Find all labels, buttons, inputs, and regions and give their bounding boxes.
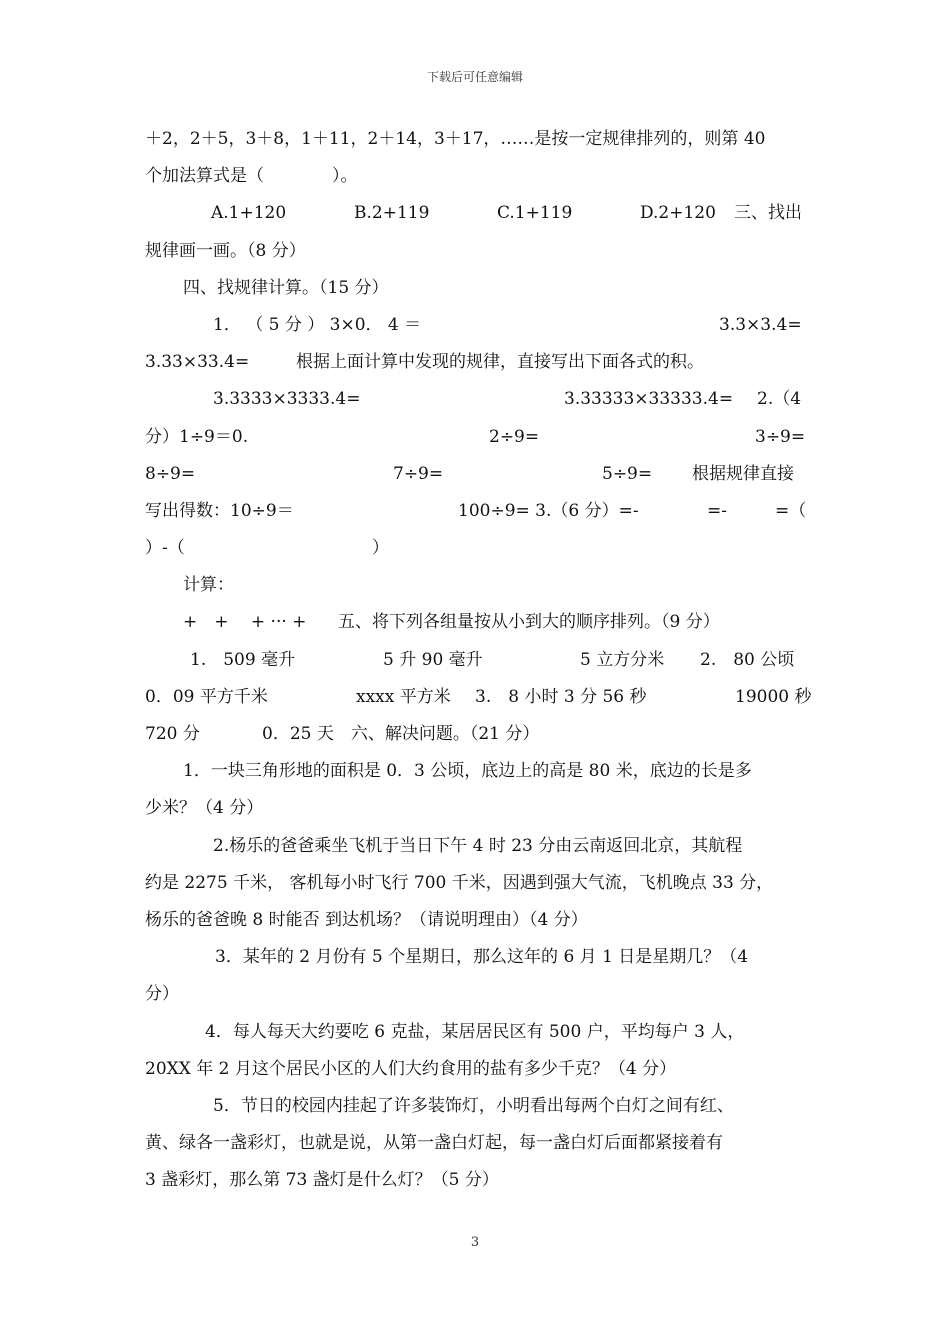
text-segment: 3.3333×3333.4= — [213, 389, 361, 410]
text-segment: 少米？（4 分） — [145, 798, 264, 819]
text-segment: 规律画一画。（8 分） — [145, 240, 306, 261]
text-segment: 4．每人每天大约要吃 6 克盐，某居居民区有 500 户，平均每户 3 人， — [205, 1021, 745, 1042]
text-segment: 3 盏彩灯，那么第 73 盏灯是什么灯？（5 分） — [145, 1170, 499, 1191]
text-segment: D.2+120 — [640, 203, 716, 224]
text-segment: 3.33×33.4= — [145, 352, 250, 373]
text-segment: A.1+120 — [211, 203, 287, 224]
text-segment: 1． （ 5 分 ） 3×0． 4 ＝ — [213, 314, 422, 335]
text-line — [145, 233, 815, 270]
text-line — [145, 1125, 815, 1162]
text-line — [145, 902, 815, 939]
text-segment: C.1+119 — [497, 203, 573, 224]
text-segment: 个加法算式是（ ）。 — [145, 166, 358, 187]
text-segment: 四、找规律计算。（15 分） — [183, 277, 389, 298]
text-line — [145, 1162, 815, 1199]
text-segment: 约是 2275 千米， 客机每小时飞行 700 千米，因遇到强大气流，飞机晚点 33 分， — [145, 872, 774, 893]
text-segment: 100÷9= 3.（6 分）=- — [458, 500, 639, 521]
text-line — [145, 307, 815, 344]
text-segment: 1．一块三角形地的面积是 0．3 公顷，底边上的高是 80 米，底边的长是多 — [183, 761, 752, 782]
text-line — [145, 865, 815, 902]
text-segment: 3.3×3.4= — [719, 314, 802, 335]
text-segment: 2.杨乐的爸爸乘坐飞机于当日下午 4 时 23 分由云南返回北京，其航程 — [213, 835, 743, 856]
document-body — [145, 121, 815, 1199]
text-segment: 黄、绿各一盏彩灯，也就是说，从第一盏白灯起，每一盏白灯后面都紧接着有 — [145, 1133, 723, 1154]
text-segment: 3.33333×33333.4= — [564, 389, 734, 410]
text-segment: 3. 8 小时 3 分 56 秒 — [475, 686, 647, 707]
text-segment: 3．某年的 2 月份有 5 个星期日，那么这年的 6 月 1 日是星期几？（4 — [215, 947, 749, 968]
text-segment: 五、将下列各组量按从小到大的顺序排列。（9 分） — [338, 612, 720, 633]
text-segment: =- — [707, 500, 727, 521]
text-line — [145, 604, 815, 641]
text-line — [145, 1088, 815, 1125]
text-segment: 0．09 平方千米 — [145, 686, 268, 707]
text-segment: 杨乐的爸爸晚 8 时能否 到达机场？（请说明理由）（4 分） — [145, 909, 588, 930]
text-segment: ）-（ — [145, 538, 185, 559]
text-segment: 根据规律直接 — [692, 463, 794, 484]
text-segment: B.2+119 — [354, 203, 430, 224]
text-line — [145, 976, 815, 1013]
text-segment: 7÷9= — [393, 463, 444, 484]
text-line — [145, 790, 815, 827]
page-header: 下载后可任意编辑 — [426, 70, 523, 84]
text-line — [145, 753, 815, 790]
text-segment: 5 立方分米 — [580, 649, 665, 670]
text-line — [145, 270, 815, 307]
text-line — [145, 828, 815, 865]
text-segment: 分） — [145, 984, 179, 1005]
text-segment: 3÷9= — [755, 426, 806, 447]
text-segment: 5．节日的校园内挂起了许多装饰灯，小明看出每两个白灯之间有红、 — [213, 1095, 734, 1116]
text-line — [145, 679, 815, 716]
text-line — [145, 381, 815, 418]
text-segment: 20XX 年 2 月这个居民小区的人们大约食用的盐有多少千克？（4 分） — [145, 1058, 677, 1079]
text-segment: 1. 509 毫升 — [190, 649, 296, 670]
text-segment: 8÷9= — [145, 463, 196, 484]
text-line — [145, 121, 815, 158]
text-segment: xxxx 平方米 — [356, 686, 451, 707]
text-line — [145, 419, 815, 456]
text-segment: 5÷9= — [602, 463, 653, 484]
text-line — [145, 716, 815, 753]
text-line — [145, 344, 815, 381]
text-segment: + + + ··· + — [183, 612, 307, 633]
text-line — [145, 195, 815, 232]
text-segment: 根据上面计算中发现的规律，直接写出下面各式的积。 — [296, 352, 704, 373]
text-segment: =（ — [775, 500, 807, 521]
text-segment: 2÷9= — [489, 426, 540, 447]
text-segment: ） — [372, 538, 389, 559]
text-line — [145, 1014, 815, 1051]
text-line — [145, 530, 815, 567]
text-segment: 写出得数：10÷9＝ — [145, 500, 294, 521]
text-segment: 720 分 — [145, 724, 200, 744]
text-line — [145, 939, 815, 976]
text-segment: 分）1÷9＝0. — [145, 426, 249, 447]
text-line — [145, 456, 815, 493]
text-segment: 19000 秒 — [735, 686, 812, 707]
text-segment: ＋2，2＋5，3＋8，1＋11，2＋14，3＋17，……是按一定规律排列的，则第 40 — [145, 129, 766, 149]
text-segment: 计算： — [183, 575, 234, 596]
text-line — [145, 642, 815, 679]
text-segment: 三、找出 — [734, 203, 802, 224]
text-segment: 2.（4 — [757, 389, 802, 410]
text-line — [145, 158, 815, 195]
text-line — [145, 567, 815, 604]
text-line — [145, 1051, 815, 1088]
text-line — [145, 493, 815, 530]
text-segment: 5 升 90 毫升 — [383, 649, 483, 670]
text-segment: 0．25 天 六、解决问题。（21 分） — [262, 724, 540, 744]
text-segment: 2. 80 公顷 — [700, 649, 795, 670]
page-number: 3 — [470, 1235, 480, 1250]
